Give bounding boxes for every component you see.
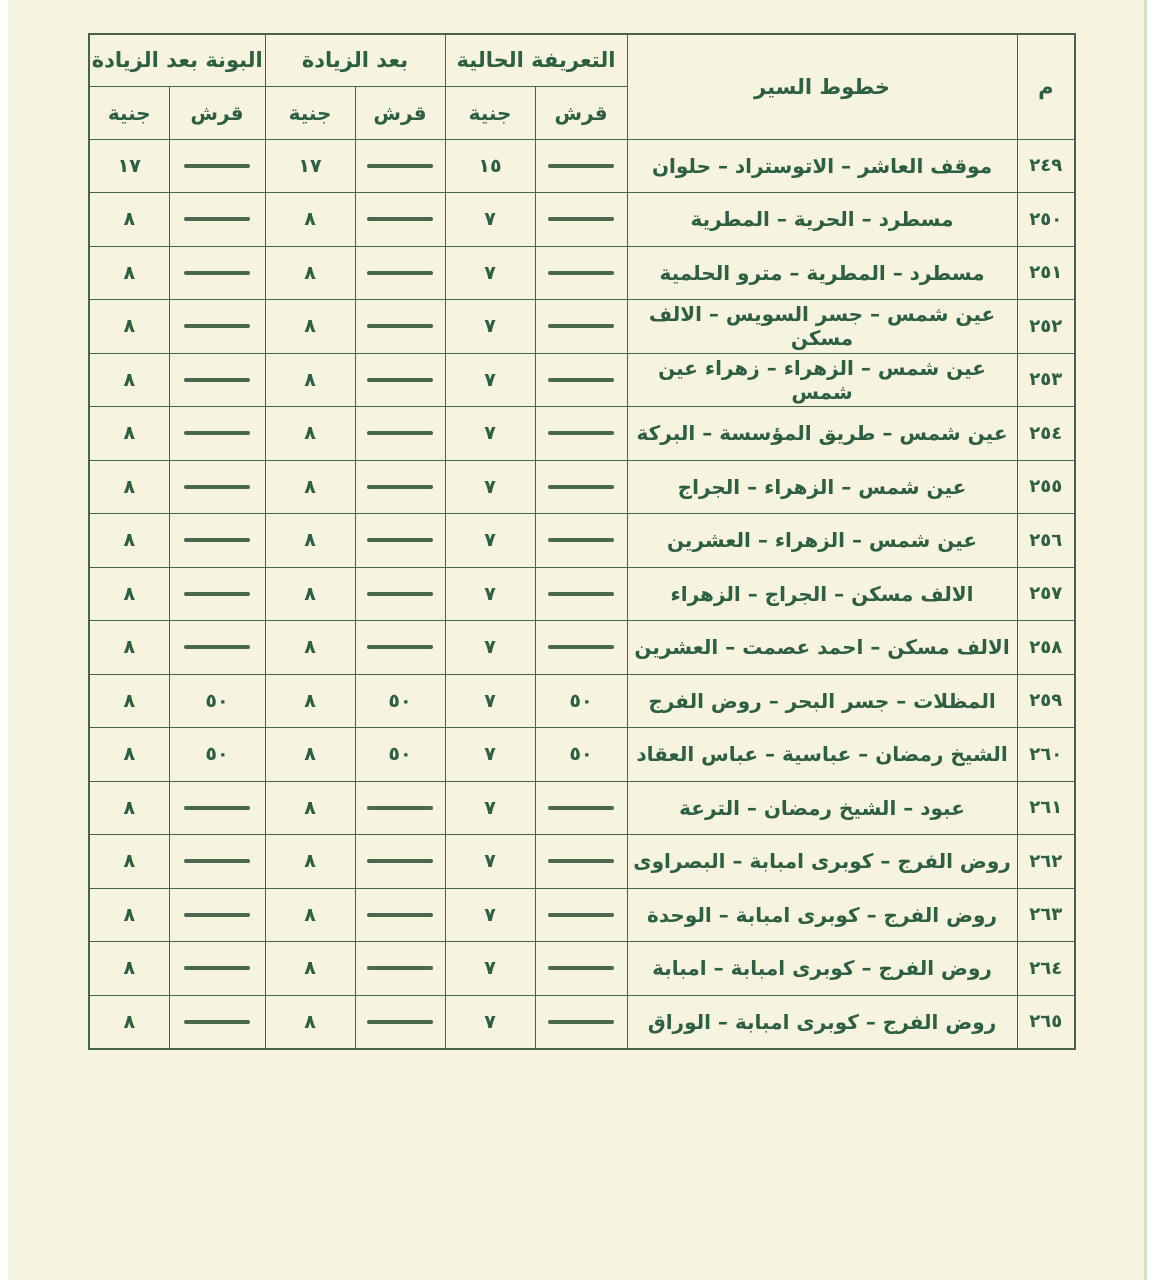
current-geneh-cell: ٧ <box>445 353 535 407</box>
current-qirsh-cell <box>535 300 627 354</box>
current-geneh-cell: ٧ <box>445 193 535 247</box>
after-geneh-cell: ٨ <box>265 567 355 621</box>
route-cell: عبود – الشيخ رمضان – الترعة <box>627 781 1017 835</box>
after-qirsh-cell <box>355 139 445 193</box>
current-geneh-cell: ٧ <box>445 567 535 621</box>
serial-cell: ٢٥٥ <box>1017 460 1075 514</box>
after-qirsh-cell <box>355 353 445 407</box>
after-qirsh-cell <box>355 407 445 461</box>
current-qirsh-cell <box>535 995 627 1049</box>
route-cell: الشيخ رمضان – عباسية – عباس العقاد <box>627 728 1017 782</box>
route-cell: عين شمس – جسر السويس – الالف مسكن <box>627 300 1017 354</box>
table-row <box>89 728 1075 782</box>
route-cell: مسطرد – الحرية – المطرية <box>627 193 1017 247</box>
bonus-geneh-cell: ٨ <box>89 567 169 621</box>
empty-value-dash <box>367 324 433 328</box>
current-geneh-cell: ٧ <box>445 246 535 300</box>
after-qirsh-cell <box>355 460 445 514</box>
bonus-qirsh-cell <box>169 300 265 354</box>
serial-cell: ٢٦٢ <box>1017 835 1075 889</box>
current-qirsh-cell <box>535 835 627 889</box>
bonus-geneh-cell: ٨ <box>89 835 169 889</box>
current-geneh-cell: ١٥ <box>445 139 535 193</box>
bonus-qirsh-cell: ٥٠ <box>169 674 265 728</box>
empty-value-dash <box>548 164 614 168</box>
after-geneh-cell: ٨ <box>265 995 355 1049</box>
table-row <box>89 460 1075 514</box>
bonus-geneh-cell: ٨ <box>89 942 169 996</box>
bonus-qirsh-cell <box>169 460 265 514</box>
bonus-geneh-cell: ١٧ <box>89 139 169 193</box>
route-cell: روض الفرج – كوبرى امبابة – البصراوى <box>627 835 1017 889</box>
after-geneh-cell: ٨ <box>265 942 355 996</box>
table-row <box>89 407 1075 461</box>
serial-cell: ٢٦١ <box>1017 781 1075 835</box>
empty-value-dash <box>367 217 433 221</box>
current-qirsh-header: قرش <box>535 86 627 139</box>
table-row <box>89 621 1075 675</box>
current-qirsh-cell <box>535 193 627 247</box>
current-geneh-cell: ٧ <box>445 300 535 354</box>
after-qirsh-cell: ٥٠ <box>355 674 445 728</box>
after-qirsh-cell <box>355 942 445 996</box>
empty-value-dash <box>367 913 433 917</box>
after-geneh-cell: ٨ <box>265 514 355 568</box>
empty-value-dash <box>367 592 433 596</box>
bonus-qirsh-cell <box>169 407 265 461</box>
route-cell: مسطرد – المطرية – مترو الحلمية <box>627 246 1017 300</box>
empty-value-dash <box>184 217 250 221</box>
empty-value-dash <box>548 645 614 649</box>
empty-value-dash <box>184 592 250 596</box>
empty-value-dash <box>548 431 614 435</box>
empty-value-dash <box>548 485 614 489</box>
bonus-qirsh-cell <box>169 193 265 247</box>
route-cell: روض الفرج – كوبرى امبابة – الوراق <box>627 995 1017 1049</box>
after-qirsh-header: قرش <box>355 86 445 139</box>
table-row <box>89 942 1075 996</box>
empty-value-dash <box>548 217 614 221</box>
empty-value-dash <box>548 538 614 542</box>
bonus-qirsh-cell <box>169 942 265 996</box>
after-geneh-cell: ٨ <box>265 300 355 354</box>
after-geneh-cell: ٨ <box>265 407 355 461</box>
page-edge-line <box>1144 0 1147 1280</box>
empty-value-dash <box>184 1020 250 1024</box>
table-row <box>89 888 1075 942</box>
bonus-geneh-cell: ٨ <box>89 460 169 514</box>
after-geneh-cell: ٨ <box>265 728 355 782</box>
serial-cell: ٢٥٤ <box>1017 407 1075 461</box>
current-geneh-cell: ٧ <box>445 942 535 996</box>
table-row <box>89 781 1075 835</box>
serial-cell: ٢٥٨ <box>1017 621 1075 675</box>
current-qirsh-cell <box>535 246 627 300</box>
serial-cell: ٢٥٢ <box>1017 300 1075 354</box>
empty-value-dash <box>184 164 250 168</box>
empty-value-dash <box>367 164 433 168</box>
after-geneh-cell: ٨ <box>265 674 355 728</box>
current-qirsh-cell: ٥٠ <box>535 728 627 782</box>
empty-value-dash <box>184 966 250 970</box>
after-geneh-cell: ١٧ <box>265 139 355 193</box>
empty-value-dash <box>184 378 250 382</box>
table-header <box>89 34 1075 139</box>
table-row <box>89 353 1075 407</box>
serial-cell: ٢٦٠ <box>1017 728 1075 782</box>
bonus-qirsh-cell <box>169 139 265 193</box>
serial-cell: ٢٤٩ <box>1017 139 1075 193</box>
after-qirsh-cell <box>355 514 445 568</box>
empty-value-dash <box>367 538 433 542</box>
after-geneh-cell: ٨ <box>265 621 355 675</box>
after-qirsh-cell <box>355 621 445 675</box>
after-qirsh-cell <box>355 300 445 354</box>
route-cell: موقف العاشر – الاتوستراد – حلوان <box>627 139 1017 193</box>
current-geneh-cell: ٧ <box>445 407 535 461</box>
bonus-geneh-cell: ٨ <box>89 888 169 942</box>
route-cell: روض الفرج – كوبرى امبابة – الوحدة <box>627 888 1017 942</box>
table-row <box>89 514 1075 568</box>
bonus-geneh-cell: ٨ <box>89 407 169 461</box>
current-geneh-cell: ٧ <box>445 728 535 782</box>
route-cell: عين شمس – الزهراء – العشرين <box>627 514 1017 568</box>
empty-value-dash <box>184 271 250 275</box>
empty-value-dash <box>548 806 614 810</box>
current-geneh-cell: ٧ <box>445 674 535 728</box>
serial-cell: ٢٥٠ <box>1017 193 1075 247</box>
after-geneh-cell: ٨ <box>265 193 355 247</box>
bonus-geneh-cell: ٨ <box>89 995 169 1049</box>
current-tariff-group-header: التعريفة الحالية <box>445 34 627 86</box>
empty-value-dash <box>548 1020 614 1024</box>
current-qirsh-cell <box>535 781 627 835</box>
after-qirsh-cell <box>355 781 445 835</box>
route-cell: عين شمس – الزهراء – زهراء عين شمس <box>627 353 1017 407</box>
bonus-qirsh-header: قرش <box>169 86 265 139</box>
bonus-geneh-cell: ٨ <box>89 728 169 782</box>
bonus-qirsh-cell <box>169 888 265 942</box>
after-geneh-cell: ٨ <box>265 460 355 514</box>
after-geneh-cell: ٨ <box>265 835 355 889</box>
empty-value-dash <box>184 431 250 435</box>
table-row <box>89 193 1075 247</box>
after-qirsh-cell <box>355 246 445 300</box>
after-geneh-header: جنية <box>265 86 355 139</box>
current-qirsh-cell <box>535 460 627 514</box>
bonus-qirsh-cell <box>169 835 265 889</box>
serial-cell: ٢٦٤ <box>1017 942 1075 996</box>
after-geneh-cell: ٨ <box>265 888 355 942</box>
table-row <box>89 300 1075 354</box>
current-qirsh-cell <box>535 407 627 461</box>
empty-value-dash <box>367 859 433 863</box>
current-geneh-cell: ٧ <box>445 995 535 1049</box>
empty-value-dash <box>184 538 250 542</box>
after-geneh-cell: ٨ <box>265 353 355 407</box>
serial-cell: ٢٦٥ <box>1017 995 1075 1049</box>
empty-value-dash <box>184 913 250 917</box>
current-geneh-cell: ٧ <box>445 460 535 514</box>
bonus-geneh-header: جنية <box>89 86 169 139</box>
serial-cell: ٢٥١ <box>1017 246 1075 300</box>
empty-value-dash <box>548 271 614 275</box>
current-qirsh-cell <box>535 942 627 996</box>
serial-cell: ٢٥٧ <box>1017 567 1075 621</box>
after-geneh-cell: ٨ <box>265 246 355 300</box>
empty-value-dash <box>184 324 250 328</box>
current-qirsh-cell: ٥٠ <box>535 674 627 728</box>
route-cell: الالف مسكن – احمد عصمت – العشرين <box>627 621 1017 675</box>
after-qirsh-cell <box>355 888 445 942</box>
bonus-after-increase-group-header: البونة بعد الزيادة <box>89 34 265 86</box>
empty-value-dash <box>184 859 250 863</box>
bonus-qirsh-cell <box>169 246 265 300</box>
after-qirsh-cell <box>355 995 445 1049</box>
route-cell: المظلات – جسر البحر – روض الفرج <box>627 674 1017 728</box>
current-geneh-cell: ٧ <box>445 514 535 568</box>
current-qirsh-cell <box>535 888 627 942</box>
after-qirsh-cell <box>355 835 445 889</box>
route-cell: روض الفرج – كوبرى امبابة – امبابة <box>627 942 1017 996</box>
bonus-qirsh-cell <box>169 995 265 1049</box>
after-increase-group-header: بعد الزيادة <box>265 34 445 86</box>
empty-value-dash <box>548 966 614 970</box>
table-row <box>89 246 1075 300</box>
bonus-geneh-cell: ٨ <box>89 514 169 568</box>
route-cell: عين شمس – طريق المؤسسة – البركة <box>627 407 1017 461</box>
table-row <box>89 835 1075 889</box>
bonus-geneh-cell: ٨ <box>89 246 169 300</box>
serial-cell: ٢٥٦ <box>1017 514 1075 568</box>
current-qirsh-cell <box>535 567 627 621</box>
bonus-qirsh-cell <box>169 514 265 568</box>
empty-value-dash <box>367 485 433 489</box>
bonus-qirsh-cell: ٥٠ <box>169 728 265 782</box>
empty-value-dash <box>367 645 433 649</box>
empty-value-dash <box>367 271 433 275</box>
after-geneh-cell: ٨ <box>265 781 355 835</box>
serial-cell: ٢٦٣ <box>1017 888 1075 942</box>
empty-value-dash <box>184 806 250 810</box>
current-qirsh-cell <box>535 139 627 193</box>
empty-value-dash <box>548 859 614 863</box>
empty-value-dash <box>548 913 614 917</box>
route-cell: عين شمس – الزهراء – الجراج <box>627 460 1017 514</box>
bonus-geneh-cell: ٨ <box>89 674 169 728</box>
bonus-qirsh-cell <box>169 353 265 407</box>
bonus-qirsh-cell <box>169 621 265 675</box>
empty-value-dash <box>367 378 433 382</box>
bonus-geneh-cell: ٨ <box>89 300 169 354</box>
current-geneh-cell: ٧ <box>445 888 535 942</box>
route-cell: الالف مسكن – الجراج – الزهراء <box>627 567 1017 621</box>
routes-column-header: خطوط السير <box>627 34 1017 139</box>
table-row <box>89 567 1075 621</box>
after-qirsh-cell: ٥٠ <box>355 728 445 782</box>
bonus-qirsh-cell <box>169 567 265 621</box>
empty-value-dash <box>367 1020 433 1024</box>
table-row <box>89 139 1075 193</box>
empty-value-dash <box>367 966 433 970</box>
current-geneh-cell: ٧ <box>445 781 535 835</box>
empty-value-dash <box>184 645 250 649</box>
empty-value-dash <box>548 592 614 596</box>
after-qirsh-cell <box>355 567 445 621</box>
table-row <box>89 995 1075 1049</box>
bonus-geneh-cell: ٨ <box>89 193 169 247</box>
current-geneh-header: جنية <box>445 86 535 139</box>
empty-value-dash <box>367 431 433 435</box>
bonus-geneh-cell: ٨ <box>89 621 169 675</box>
header-group-row <box>89 34 1075 86</box>
serial-cell: ٢٥٩ <box>1017 674 1075 728</box>
current-qirsh-cell <box>535 514 627 568</box>
current-qirsh-cell <box>535 621 627 675</box>
serial-cell: ٢٥٣ <box>1017 353 1075 407</box>
bonus-geneh-cell: ٨ <box>89 353 169 407</box>
empty-value-dash <box>367 806 433 810</box>
table-body <box>89 139 1075 1049</box>
table-row <box>89 674 1075 728</box>
bonus-qirsh-cell <box>169 781 265 835</box>
after-qirsh-cell <box>355 193 445 247</box>
bonus-geneh-cell: ٨ <box>89 781 169 835</box>
serial-column-header: م <box>1017 34 1075 139</box>
current-geneh-cell: ٧ <box>445 621 535 675</box>
fare-tariff-table <box>88 33 1076 1050</box>
empty-value-dash <box>548 378 614 382</box>
current-qirsh-cell <box>535 353 627 407</box>
empty-value-dash <box>548 324 614 328</box>
empty-value-dash <box>184 485 250 489</box>
current-geneh-cell: ٧ <box>445 835 535 889</box>
